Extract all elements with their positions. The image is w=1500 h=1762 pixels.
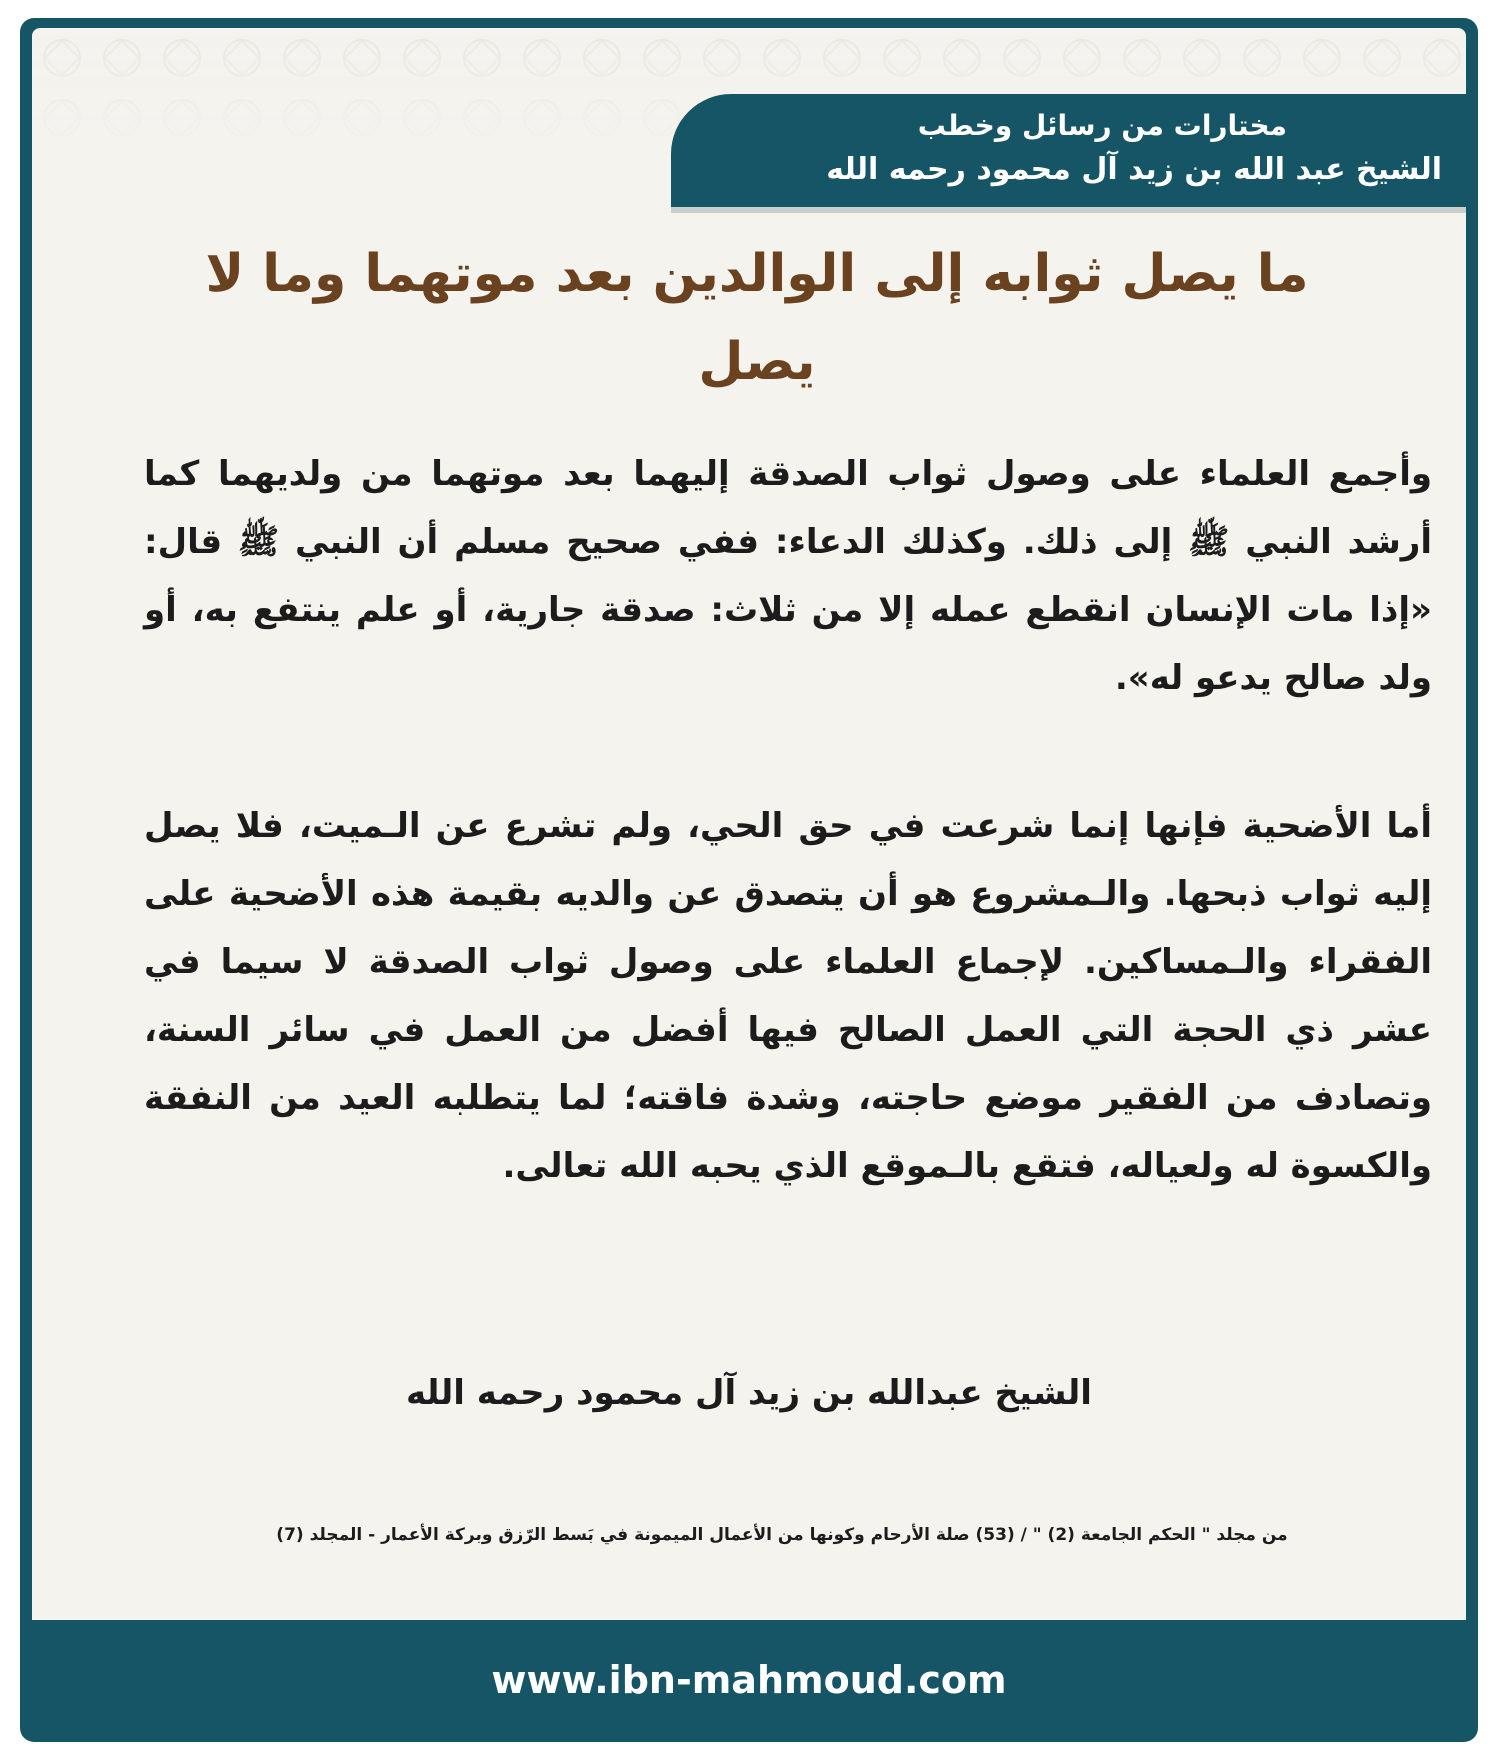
source-citation: من مجلد " الحكم الجامعة (2) " / (53) صلة الأرحام وكونها من الأعمال الميمونة في بَسط الرّزق وبركة الأعمار - المجلد (7)	[276, 1525, 1288, 1545]
article-title: ما يصل ثوابه إلى الوالدين بعد موتهما وما لا يصل	[205, 244, 1309, 392]
header-banner	[671, 94, 1466, 207]
author-line: الشيخ عبد الله بن زيد آل محمود رحمه الله	[826, 152, 1442, 187]
series-title: مختارات من رسائل وخطب	[917, 109, 1287, 142]
website-link[interactable]: www.ibn-mahmoud.com	[491, 1658, 1007, 1702]
paragraph-2: أما الأضحية فإنها إنما شرعت في حق الحي، ولم تشرع عن الـميت، فلا يصل إليه ثواب ذبحها. والـمشروع هو أن يتصدق عن والديه بقيمة هذه الأضحية على الفقراء والـمساكين. لإجماع العلماء على وصول ثواب الصدقة لا سيما في عشر ذي الحجة التي العمل الصالح فيها أفضل من العمل في سائر السنة، وتصادف من الفقير موضع حاجته، وشدة فاقته؛ لما يتطلبه العيد من النفقة والكسوة له ولعياله، فتقع بالـموقع الذي يحبه الله تعالى.	[144, 806, 1432, 1186]
paragraph-1: وأجمع العلماء على وصول ثواب الصدقة إليهما بعد موتهما من ولديهما كما أرشد النبي ﷺ إلى ذلك. وكذلك الدعاء: ففي صحيح مسلم أن النبي ﷺ قال: «إذا مات الإنسان انقطع عمله إلا من ثلاث: صدقة جارية، أو علم ينتفع به، أو ولد صالح يدعو له».	[144, 454, 1432, 698]
page-frame	[20, 18, 1478, 1742]
signature: الشيخ عبدالله بن زيد آل محمود رحمه الله	[406, 1373, 1092, 1413]
content-card	[32, 28, 1466, 1620]
